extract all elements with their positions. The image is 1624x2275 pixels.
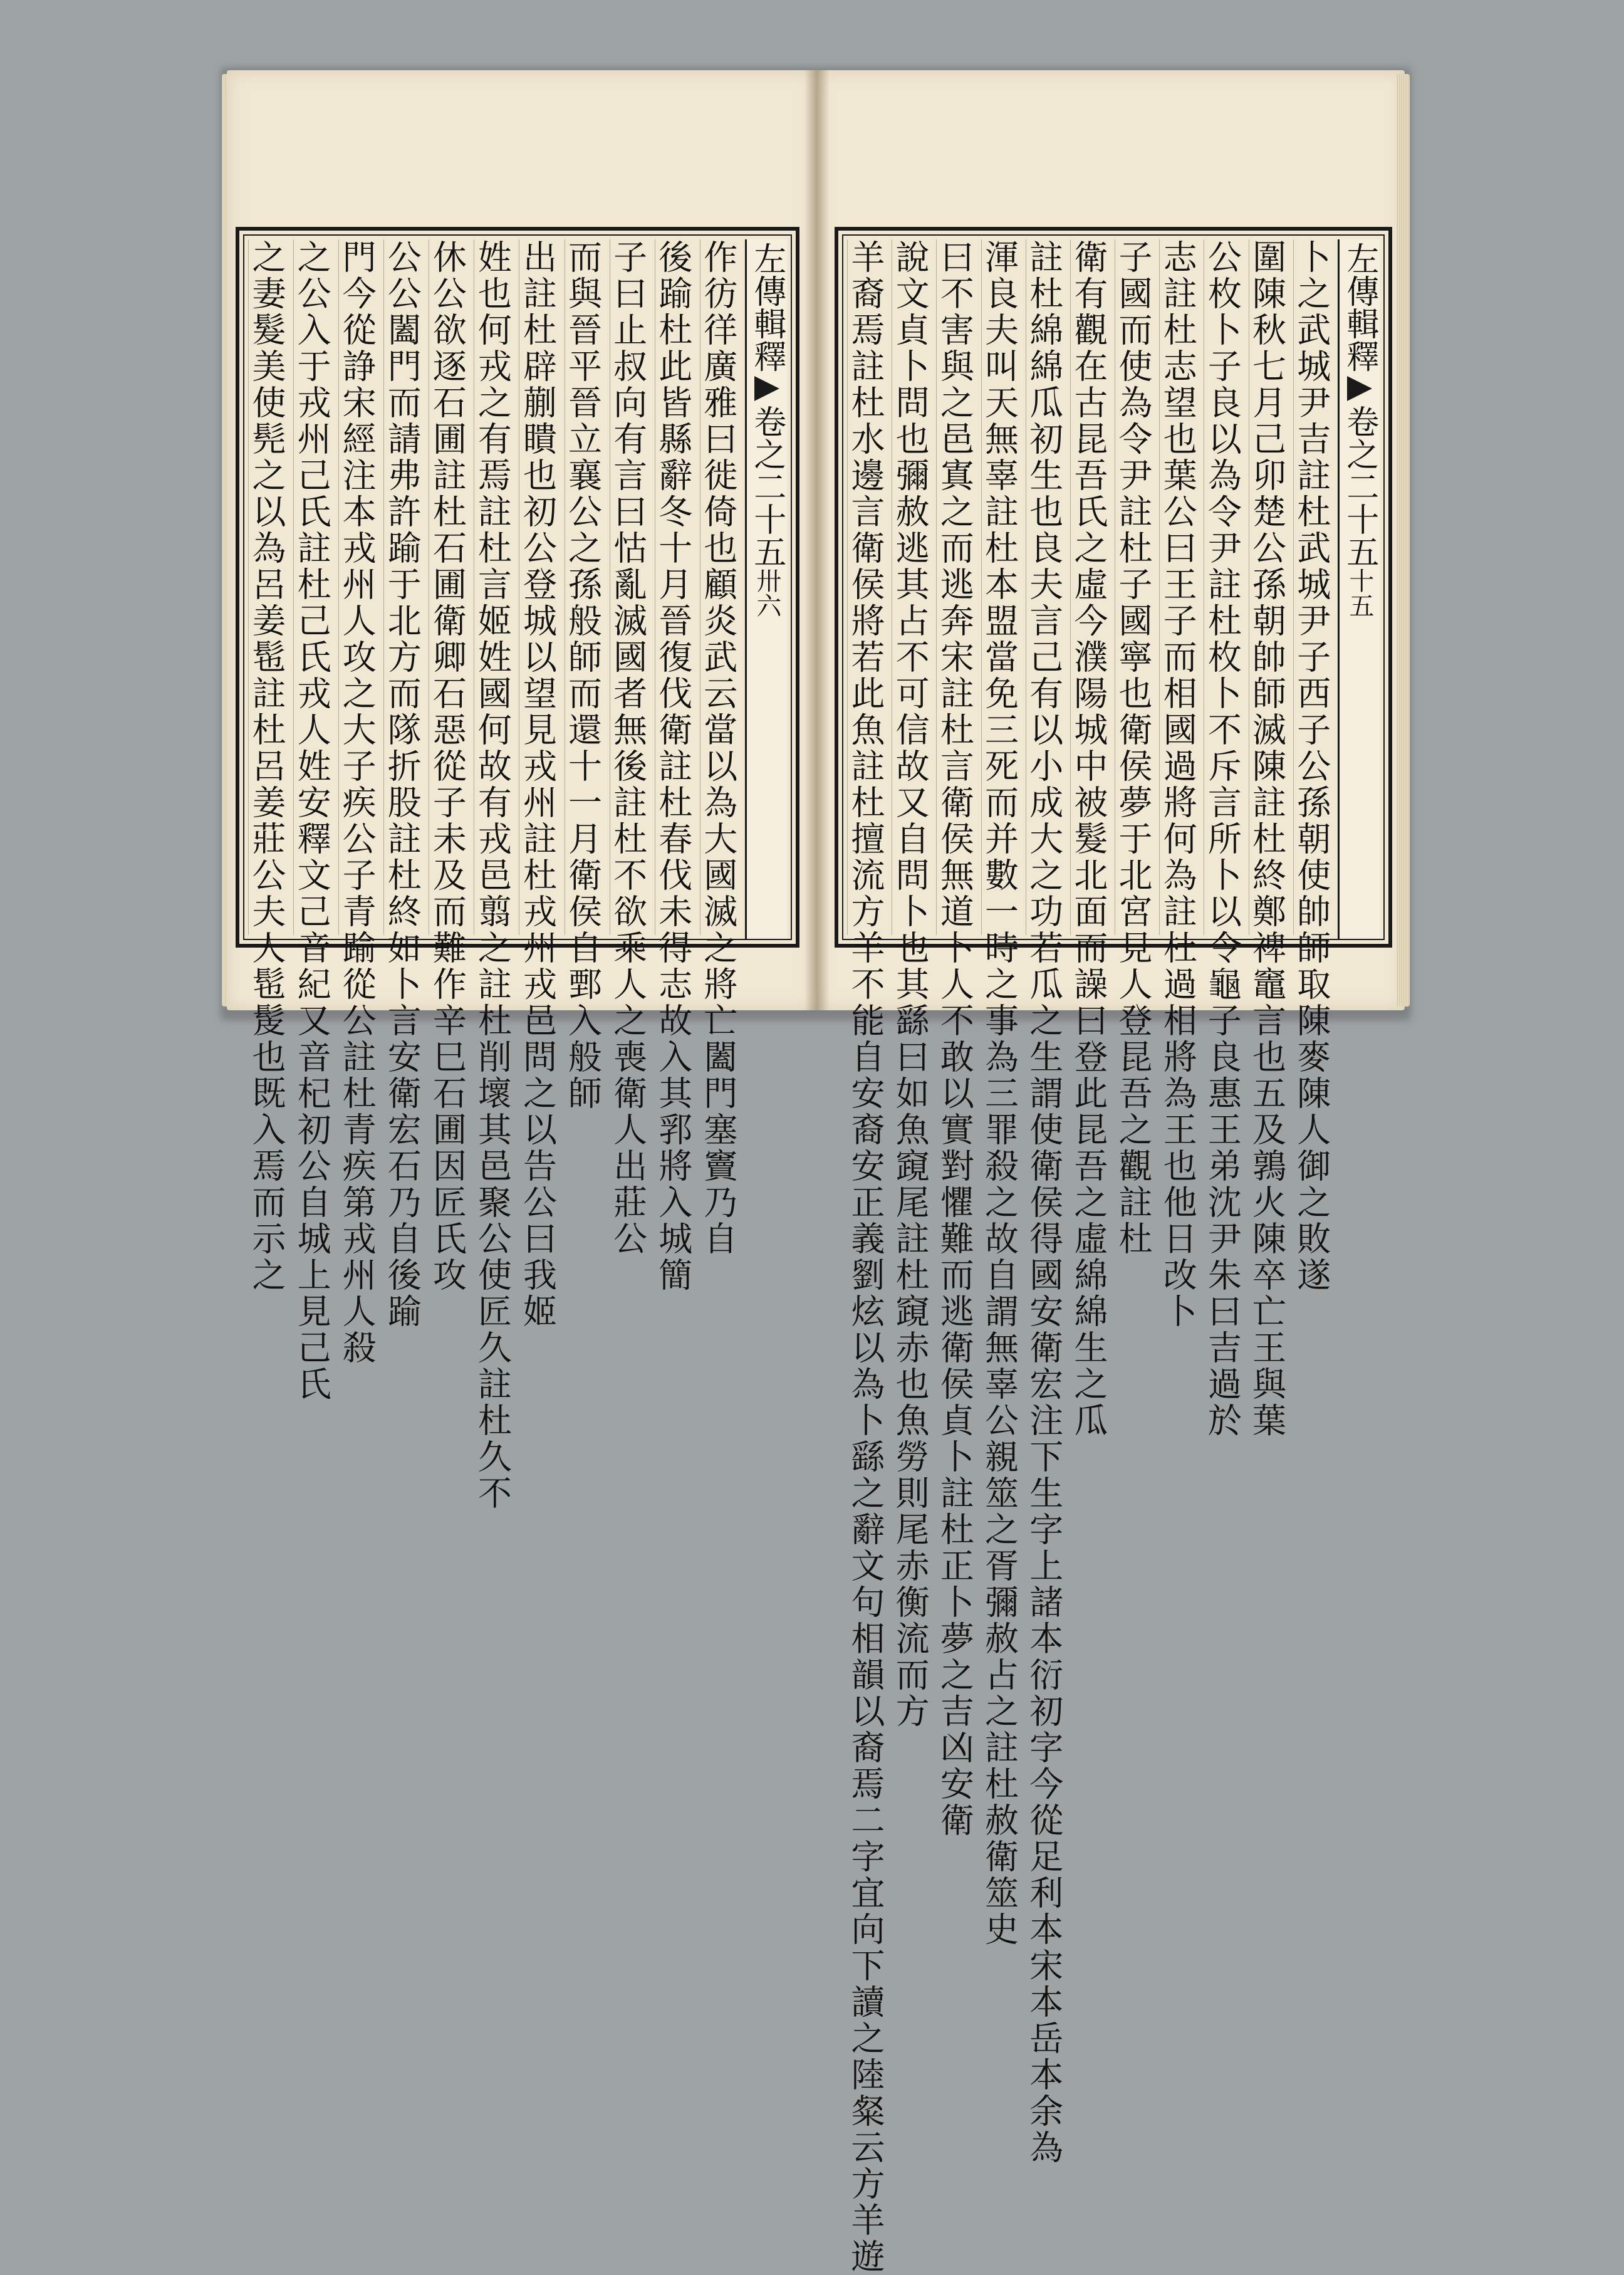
right-text-frame <box>835 227 1392 2275</box>
text-column: 衛有觀在古昆吾氏之虛今濮陽城中被髮北面而譟曰登此昆吾之虛綿綿生之瓜 <box>1068 239 1108 1439</box>
left-page-number: 卅六 <box>752 568 781 618</box>
text-column: 公公闔門而請弗許踰于北方而隊折股註杜終如卜言安衛宏石乃自後踰 <box>382 239 422 1330</box>
left-page <box>227 70 816 1512</box>
left-margin-volume: 卷之二十五 <box>747 405 786 568</box>
right-margin-strip <box>1338 239 1380 940</box>
text-column: 作彷徉廣雅曰徙倚也顧炎武云當以為大國滅之將亡闔門塞竇乃自 <box>698 239 738 1257</box>
left-margin-strip <box>745 239 787 940</box>
right-margin-volume: 卷之二十五 <box>1340 405 1378 568</box>
book-gutter <box>804 70 830 1010</box>
text-column: 子國而使為令尹註杜子國寧也衛侯夢于北宮見人登昆吾之觀註杜 <box>1113 239 1153 1257</box>
text-column: 渾良夫叫天無辜註杜本盟當免三死而并數一時之事為三罪殺之故自謂無辜公親筮之胥彌赦占之註杜赦衛筮史 <box>979 239 1019 1948</box>
text-column: 曰不害與之邑寘之而逃奔宋註杜言衛侯無道卜人不敢以實對懼難而逃衛侯貞卜註杜正卜夢之吉凶安衛 <box>935 239 975 1839</box>
text-column: 說文貞卜問也彌赦逃其占不可信故又自問卜也其繇曰如魚竀尾註杜竀赤也魚勞則尾赤衡流而方 <box>890 239 930 1730</box>
left-text-frame <box>236 227 799 1512</box>
right-page <box>816 70 1405 2275</box>
text-column: 志註杜志望也葉公曰王子而相國過將何為註杜過相將為王也他日改卜 <box>1158 239 1198 1330</box>
right-margin-title: 左傳輯釋 <box>1340 242 1378 372</box>
fold-mark-icon <box>1347 376 1372 401</box>
text-column: 註杜綿綿瓜初生也良夫言己有以小成大之功若瓜之生謂使衛侯得國安衛宏注下生字上諸本衍初字今從足利本宋本岳本余為 <box>1024 239 1064 2166</box>
text-column: 卜之武城尹吉註杜武城尹子西子公孫朝使帥師取陳麥陳人御之敗遂 <box>1291 239 1331 1294</box>
text-column: 姓也何戎之有焉註杜言姬姓國何故有戎邑翦之註杜削壞其邑聚公使匠久註杜久不 <box>472 239 513 1512</box>
text-column: 羊裔焉註杜水邊言衛侯將若此魚註杜擅流方羊不能自安裔安正義劉炫以為卜繇之辭文句相韻以裔焉二字宜向下讀之陸粲云方羊遊 <box>846 239 885 2275</box>
text-column: 子曰止叔向有言曰怙亂滅國者無後註杜不欲乘人之喪衛人出莊公 <box>608 239 648 1257</box>
text-column: 門今從諍宋經注本戎州人攻之大子疾公子青踰從公註杜青疾第戎州人殺 <box>337 239 377 1366</box>
fold-mark-icon <box>754 376 779 401</box>
text-column: 之妻髮美使髡之以為呂姜髢註杜呂姜莊公夫人髢髲也既入焉而示之 <box>247 239 286 1294</box>
text-column: 而與晉平晉立襄公之孫般師而還十一月衛侯自鄄入般師 <box>563 239 603 1112</box>
right-page-number: 十五 <box>1345 568 1374 618</box>
text-column: 圍陳秋七月己卯楚公孫朝帥師滅陳註杜終鄭禆竈言也五及鶉火陳卒亡王與葉 <box>1247 239 1287 1439</box>
left-column-area <box>247 239 787 1512</box>
left-margin-title: 左傳輯釋 <box>747 242 786 372</box>
page-edges-right <box>1396 74 1410 1007</box>
right-column-area <box>846 239 1380 2275</box>
text-column: 休公欲逐石圃註杜石圃衛卿石惡從子未及而難作辛巳石圃因匠氏攻 <box>427 239 467 1294</box>
text-column: 之公入于戎州己氏註杜己氏戎人姓安釋文己音紀又音杞初公自城上見己氏 <box>292 239 332 1403</box>
text-column: 後踰杜此皆縣辭冬十月晉復伐衛註杜春伐未得志故入其郛將入城簡 <box>653 239 693 1294</box>
text-column: 出註杜辟蒯瞶也初公登城以望見戎州註杜戎州戎邑問之以告公曰我姬 <box>518 239 558 1330</box>
text-column: 公枚卜子良以為令尹註杜枚卜不斥言所卜以令龜子良惠王弟沈尹朱曰吉過於 <box>1202 239 1242 1439</box>
